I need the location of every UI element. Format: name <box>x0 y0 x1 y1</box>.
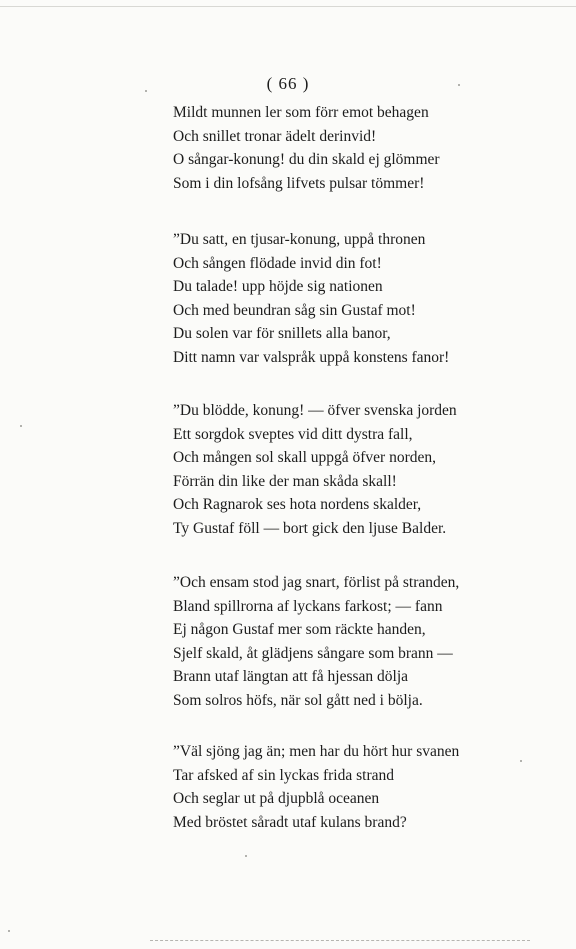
poem-line: Och sången flödade invid din fot! <box>173 254 382 272</box>
page-bottom-edge <box>150 940 530 942</box>
scan-speck <box>520 760 522 762</box>
poem-line: Och mången sol skall uppgå öfver norden, <box>173 449 437 467</box>
stanza-1 <box>173 101 553 195</box>
poem-line: ”Väl sjöng jag än; men har du hört hur svanen <box>173 743 460 760</box>
scan-speck <box>245 855 247 857</box>
poem-line: Brann utaf längtan att få hjessan dölja <box>173 668 409 686</box>
poem-line: ”Och ensam stod jag snart, förlist på stranden, <box>173 574 460 591</box>
poem-line: Ty Gustaf föll — bort gick den ljuse Balder. <box>173 519 447 537</box>
scan-speck <box>20 425 22 427</box>
poem-line: Mildt munnen ler som förr emot behagen <box>173 104 429 121</box>
poem-line: Med bröstet såradt utaf kulans brand? <box>173 813 407 831</box>
poem-line: Förrän din like der man skåda skall! <box>173 472 397 490</box>
stanza-5 <box>173 740 553 834</box>
poem-line: Ditt namn var valspråk uppå konstens fanor! <box>173 348 450 366</box>
poem-line: ”Du blödde, konung! — öfver svenska jorden <box>173 402 457 419</box>
page-edge-line <box>0 6 576 8</box>
stanza-4 <box>173 571 553 713</box>
poem-line: Och snillet tronar ädelt derinvid! <box>173 127 377 145</box>
scan-speck <box>145 90 147 92</box>
poem-line: Tar afsked af sin lyckas frida strand <box>173 766 394 784</box>
stanza-2 <box>173 228 553 370</box>
scan-speck <box>8 930 10 932</box>
poem-line: Du talade! upp höjde sig nationen <box>173 278 383 296</box>
poem-line: Ett sorgdok sveptes vid ditt dystra fall, <box>173 425 413 443</box>
poem-line: Du solen var för snillets alla banor, <box>173 325 391 343</box>
page-number: ( 66 ) <box>266 74 310 93</box>
poem-line: Och seglar ut på djupblå oceanen <box>173 790 380 808</box>
poem-line: Och med beundran såg sin Gustaf mot! <box>173 301 416 319</box>
poem-line: ”Du satt, en tjusar-konung, uppå thronen <box>173 231 426 248</box>
poem-line: Som solros höfs, när sol gått ned i bölja. <box>173 691 423 709</box>
poem-line: Sjelf skald, åt glädjens sångare som brann — <box>173 644 453 662</box>
stanza-3 <box>173 399 553 541</box>
poem-line: Och Ragnarok ses hota nordens skalder, <box>173 496 422 514</box>
poem-line: Bland spillrorna af lyckans farkost; — fann <box>173 597 443 615</box>
poem-line: O sångar-konung! du din skald ej glömmer <box>173 151 440 169</box>
poem-line: Ej någon Gustaf mer som räckte handen, <box>173 621 426 639</box>
poem-line: Som i din lofsång lifvets pulsar tömmer! <box>173 174 425 192</box>
scan-speck <box>458 84 460 86</box>
